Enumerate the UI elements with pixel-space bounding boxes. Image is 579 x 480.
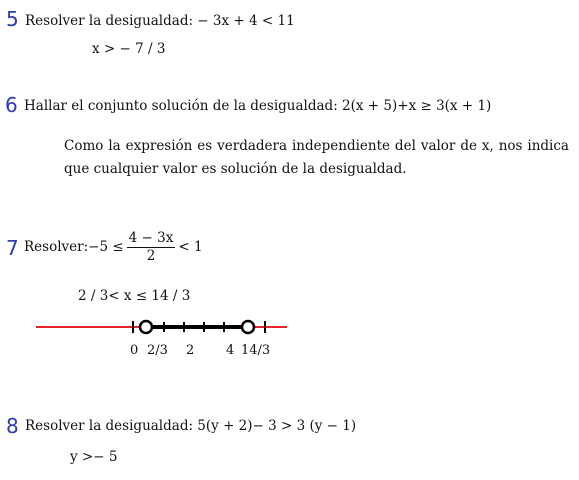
number-line <box>0 312 579 342</box>
fraction-denominator: 2 <box>146 247 156 264</box>
open-endpoint-circle <box>140 321 152 333</box>
tick-label-2: 2 <box>186 343 195 358</box>
problem-6-statement: Hallar el conjunto solución de la desigualdad: 2(x + 5)+x ≥ 3(x + 1) <box>24 98 492 114</box>
problem-8-answer: y >− 5 <box>70 449 118 465</box>
problem-7-number: 7 <box>6 236 19 260</box>
tick-label-14-3: 14/3 <box>241 343 271 358</box>
tick-label-4: 4 <box>226 343 235 358</box>
tick-label-2-3: 2/3 <box>147 343 168 358</box>
problem-5-number: 5 <box>6 7 19 31</box>
problem-7-answer: 2 / 3< x ≤ 14 / 3 <box>78 288 191 304</box>
problem-6-answer: Como la expresión es verdadera independiente del valor de x, nos indica que cualquier valor es solución de la desigualdad. <box>64 138 569 177</box>
problem-5-answer: x > − 7 / 3 <box>92 41 166 57</box>
problem-8-number: 8 <box>6 414 19 438</box>
fraction <box>127 232 176 263</box>
tick-label-0: 0 <box>130 343 139 358</box>
fraction-numerator: 4 − 3x <box>128 230 174 246</box>
problem-7-suffix: < 1 <box>178 239 203 255</box>
problem-7-prefix: Resolver:−5 ≤ <box>24 239 124 255</box>
problem-8-statement: Resolver la desigualdad: 5(y + 2)− 3 > 3 (y − 1) <box>25 418 357 434</box>
problem-6-number: 6 <box>5 93 18 117</box>
endpoint-circle <box>242 321 254 333</box>
problem-5-statement: Resolver la desigualdad: − 3x + 4 < 11 <box>25 13 295 29</box>
problem-7-statement <box>24 232 203 263</box>
